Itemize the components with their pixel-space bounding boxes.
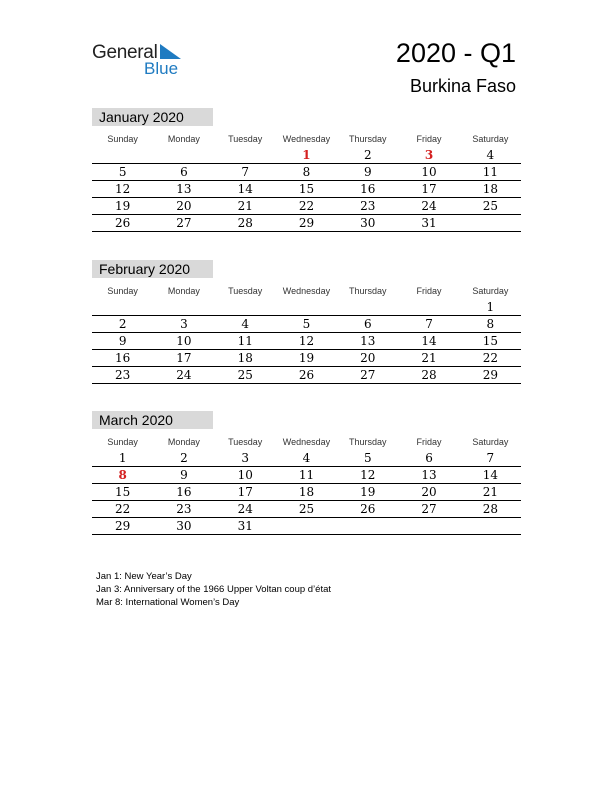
- logo-word-blue: Blue: [144, 59, 179, 78]
- day-cell: [153, 147, 214, 164]
- weekday-header-row: [92, 130, 521, 147]
- day-cell: [398, 299, 459, 316]
- day-cell: 3: [215, 450, 276, 467]
- day-cell: 16: [337, 181, 398, 198]
- week-row: [92, 518, 521, 535]
- day-cell: [215, 299, 276, 316]
- holiday-notes: [96, 570, 331, 609]
- weekday-label: Saturday: [472, 436, 509, 447]
- weekday-label: Saturday: [472, 133, 509, 144]
- day-cell: 2: [337, 147, 398, 164]
- day-cell: 7: [215, 164, 276, 181]
- day-cell: 6: [153, 164, 214, 181]
- day-cell: 7: [398, 316, 459, 333]
- month-march: [92, 411, 521, 535]
- day-cell: 7: [460, 450, 521, 467]
- day-cell: 26: [92, 215, 153, 232]
- day-cell: [153, 299, 214, 316]
- day-cell: 12: [92, 181, 153, 198]
- day-cell: 11: [276, 467, 337, 484]
- day-cell: 22: [276, 198, 337, 215]
- week-row: [92, 198, 521, 215]
- day-cell: 1: [276, 147, 337, 164]
- day-cell: 23: [337, 198, 398, 215]
- day-cell: 25: [215, 367, 276, 384]
- day-cell: 28: [398, 367, 459, 384]
- weekday-label: Wednesday: [282, 133, 331, 144]
- day-cell: 8: [460, 316, 521, 333]
- day-cell: 1: [460, 299, 521, 316]
- country-name: Burkina Faso: [409, 76, 516, 96]
- day-cell: 14: [398, 333, 459, 350]
- quarter-title: 2020 - Q1: [395, 38, 516, 68]
- day-cell: 11: [215, 333, 276, 350]
- day-cell: 15: [92, 484, 153, 501]
- weekday-label: Friday: [416, 133, 442, 144]
- day-cell: 5: [276, 316, 337, 333]
- day-cell: 9: [92, 333, 153, 350]
- day-cell: 19: [276, 350, 337, 367]
- weekday-label: Monday: [167, 133, 200, 144]
- day-cell: 5: [337, 450, 398, 467]
- day-cell: 31: [215, 518, 276, 535]
- day-cell: 26: [337, 501, 398, 518]
- day-cell: 9: [337, 164, 398, 181]
- day-cell: 22: [460, 350, 521, 367]
- day-cell: 27: [337, 367, 398, 384]
- day-cell: 12: [337, 467, 398, 484]
- weekday-header-row: [92, 282, 521, 299]
- weekday-label: Sunday: [107, 133, 138, 144]
- day-cell: 6: [337, 316, 398, 333]
- day-cell: 18: [460, 181, 521, 198]
- day-cell: [276, 518, 337, 535]
- day-cell: 20: [398, 484, 459, 501]
- day-cell: 27: [153, 215, 214, 232]
- week-row: [92, 467, 521, 484]
- day-cell: 16: [92, 350, 153, 367]
- day-cell: [215, 147, 276, 164]
- week-row: [92, 333, 521, 350]
- holiday-note: Jan 1: New Year’s Day: [96, 571, 192, 582]
- week-row: [92, 147, 521, 164]
- day-cell: 30: [337, 215, 398, 232]
- day-cell: 9: [153, 467, 214, 484]
- day-cell: 2: [92, 316, 153, 333]
- day-cell: 5: [92, 164, 153, 181]
- day-cell: 20: [153, 198, 214, 215]
- day-cell: 13: [398, 467, 459, 484]
- day-cell: 24: [215, 501, 276, 518]
- day-cell: 6: [398, 450, 459, 467]
- day-cell: 12: [276, 333, 337, 350]
- holiday-note: Mar 8: International Women’s Day: [96, 597, 240, 608]
- week-row: [92, 350, 521, 367]
- month-title: January 2020: [92, 108, 213, 126]
- month-january: [92, 108, 521, 232]
- day-cell: [398, 518, 459, 535]
- calendar-grid: [92, 130, 521, 232]
- weekday-label: Friday: [416, 285, 442, 296]
- weekday-label: Tuesday: [228, 436, 263, 447]
- weekday-label: Thursday: [349, 436, 387, 447]
- day-cell: 13: [153, 181, 214, 198]
- day-cell: 29: [92, 518, 153, 535]
- week-row: [92, 164, 521, 181]
- weekday-label: Thursday: [349, 133, 387, 144]
- weekday-label: Saturday: [472, 285, 509, 296]
- weekday-label: Wednesday: [282, 436, 331, 447]
- generalblue-logo: [92, 40, 192, 80]
- day-cell: 23: [92, 367, 153, 384]
- week-row: [92, 367, 521, 384]
- day-cell: 1: [92, 450, 153, 467]
- weekday-label: Monday: [167, 436, 200, 447]
- day-cell: 10: [215, 467, 276, 484]
- day-cell: 23: [153, 501, 214, 518]
- day-cell: [92, 299, 153, 316]
- weekday-label: Sunday: [107, 285, 138, 296]
- week-row: [92, 215, 521, 232]
- day-cell: 27: [398, 501, 459, 518]
- day-cell: [337, 299, 398, 316]
- logo-word-general: General: [92, 42, 158, 63]
- week-row: [92, 484, 521, 501]
- day-cell: 22: [92, 501, 153, 518]
- day-cell: 19: [92, 198, 153, 215]
- day-cell: 30: [153, 518, 214, 535]
- calendar-grid: [92, 433, 521, 535]
- week-row: [92, 316, 521, 333]
- week-row: [92, 450, 521, 467]
- day-cell: 2: [153, 450, 214, 467]
- day-cell: [92, 147, 153, 164]
- day-cell: 14: [460, 467, 521, 484]
- holiday-note: Jan 3: Anniversary of the 1966 Upper Voltan coup d’état: [96, 584, 332, 595]
- day-cell: 3: [153, 316, 214, 333]
- month-february: [92, 260, 521, 384]
- day-cell: 21: [460, 484, 521, 501]
- calendar-grid: [92, 282, 521, 384]
- week-row: [92, 501, 521, 518]
- day-cell: 8: [276, 164, 337, 181]
- day-cell: 26: [276, 367, 337, 384]
- weekday-label: Wednesday: [282, 285, 331, 296]
- day-cell: 21: [398, 350, 459, 367]
- day-cell: 29: [460, 367, 521, 384]
- day-cell: 29: [276, 215, 337, 232]
- day-cell: 10: [398, 164, 459, 181]
- day-cell: 17: [398, 181, 459, 198]
- weekday-label: Tuesday: [228, 133, 263, 144]
- day-cell: 10: [153, 333, 214, 350]
- day-cell: 25: [460, 198, 521, 215]
- day-cell: 16: [153, 484, 214, 501]
- day-cell: 19: [337, 484, 398, 501]
- day-cell: 3: [398, 147, 459, 164]
- day-cell: 24: [398, 198, 459, 215]
- week-row: [92, 299, 521, 316]
- day-cell: [337, 518, 398, 535]
- day-cell: 13: [337, 333, 398, 350]
- day-cell: 21: [215, 198, 276, 215]
- day-cell: 15: [460, 333, 521, 350]
- month-title: March 2020: [92, 411, 213, 429]
- weekday-label: Monday: [167, 285, 200, 296]
- day-cell: 25: [276, 501, 337, 518]
- logo-triangle-icon: [160, 44, 182, 60]
- day-cell: 4: [215, 316, 276, 333]
- day-cell: [276, 299, 337, 316]
- weekday-label: Sunday: [107, 436, 138, 447]
- day-cell: 18: [276, 484, 337, 501]
- day-cell: 11: [460, 164, 521, 181]
- day-cell: 15: [276, 181, 337, 198]
- day-cell: 31: [398, 215, 459, 232]
- day-cell: 28: [215, 215, 276, 232]
- weekday-label: Thursday: [349, 285, 387, 296]
- day-cell: 17: [215, 484, 276, 501]
- day-cell: [460, 215, 521, 232]
- weekday-header-row: [92, 433, 521, 450]
- day-cell: 4: [460, 147, 521, 164]
- weekday-label: Friday: [416, 436, 442, 447]
- day-cell: 8: [92, 467, 153, 484]
- day-cell: 24: [153, 367, 214, 384]
- day-cell: 4: [276, 450, 337, 467]
- month-title: February 2020: [92, 260, 213, 278]
- week-row: [92, 181, 521, 198]
- day-cell: [460, 518, 521, 535]
- weekday-label: Tuesday: [228, 285, 263, 296]
- day-cell: 18: [215, 350, 276, 367]
- day-cell: 20: [337, 350, 398, 367]
- day-cell: 28: [460, 501, 521, 518]
- day-cell: 17: [153, 350, 214, 367]
- day-cell: 14: [215, 181, 276, 198]
